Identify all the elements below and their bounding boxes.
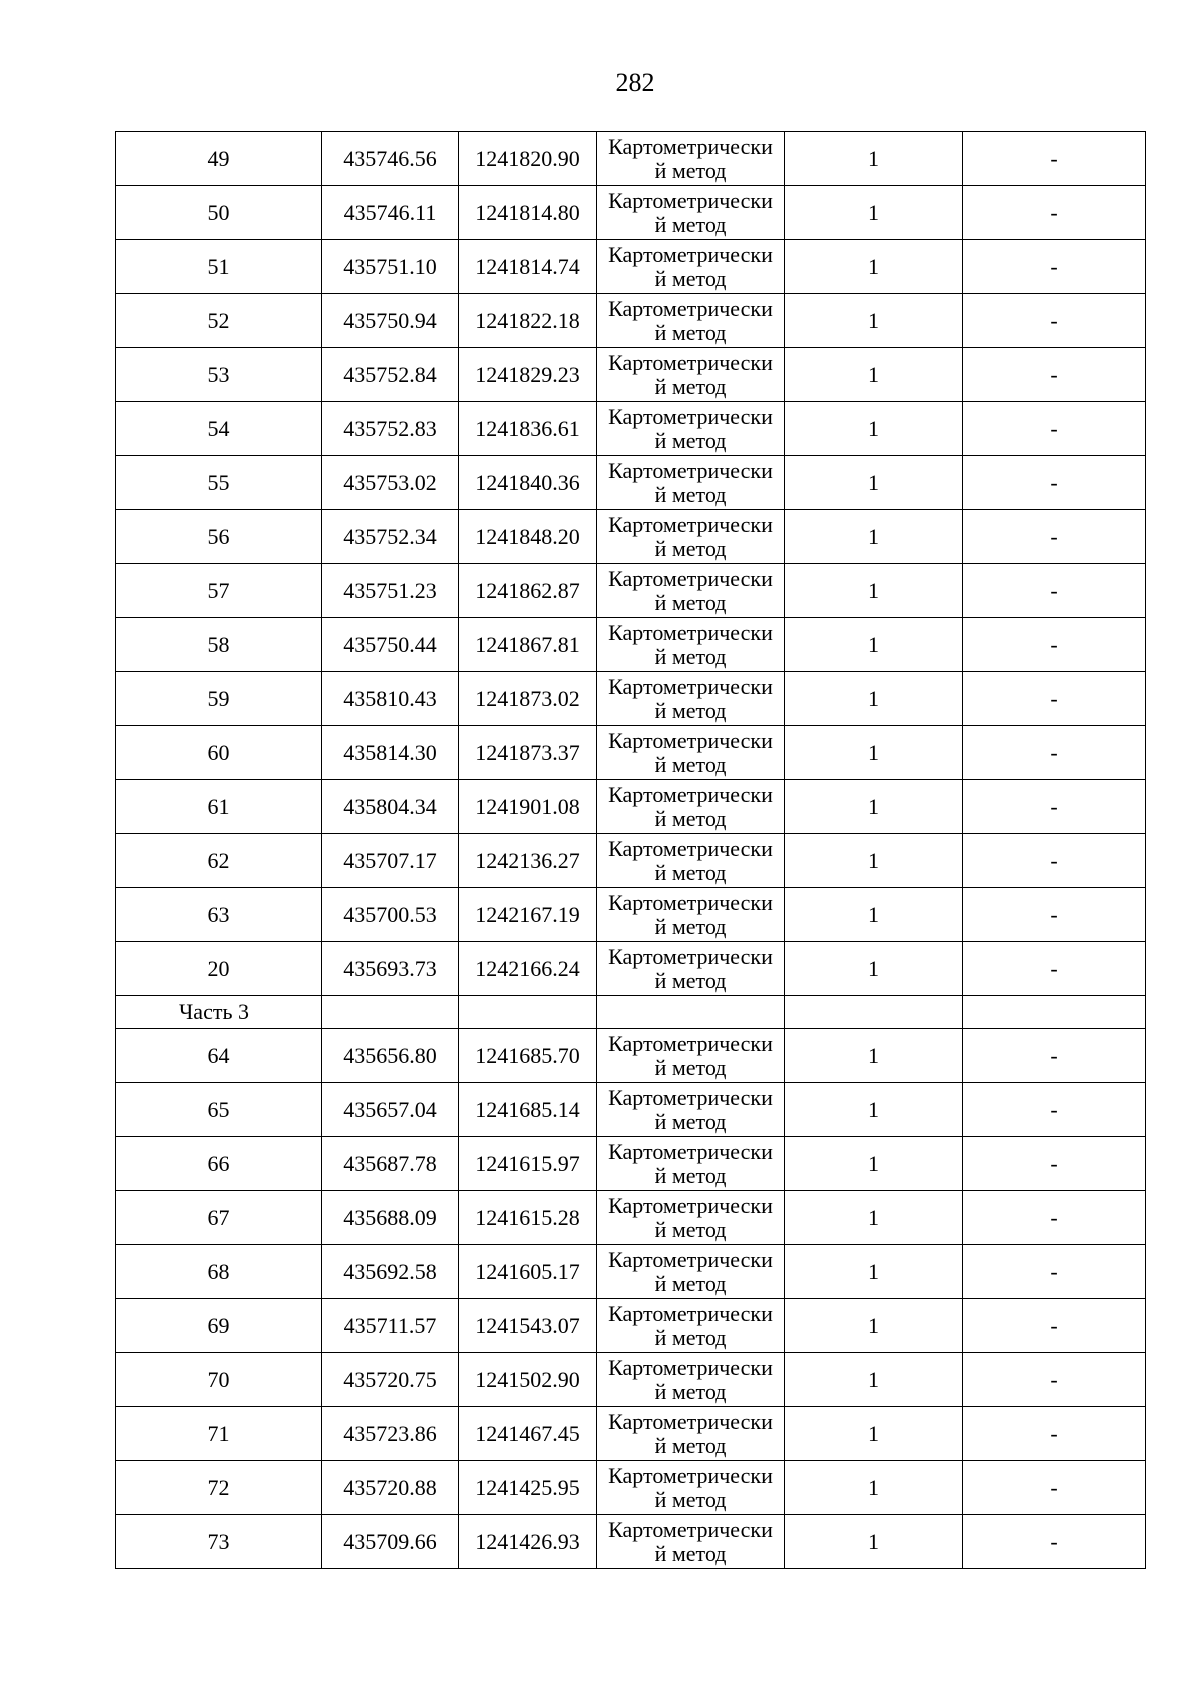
accuracy-cell: 1 — [785, 618, 963, 672]
method-text-line-2: й метод — [654, 752, 727, 777]
x-coordinate-cell: 435752.34 — [322, 510, 459, 564]
method-cell — [597, 1353, 785, 1407]
y-coordinate-cell: 1241426.93 — [459, 1515, 597, 1569]
x-coordinate-cell: 435746.11 — [322, 186, 459, 240]
accuracy-cell: 1 — [785, 672, 963, 726]
x-coordinate-cell: 435804.34 — [322, 780, 459, 834]
table-row — [116, 1353, 1146, 1407]
method-text-line-2: й метод — [654, 1433, 727, 1458]
note-cell: - — [963, 132, 1146, 186]
point-number-cell: 57 — [116, 564, 322, 618]
note-cell: - — [963, 834, 1146, 888]
method-text-line-2: й метод — [654, 1163, 727, 1188]
x-coordinate-cell: 435720.75 — [322, 1353, 459, 1407]
method-text-line-2: й метод — [654, 968, 727, 993]
method-text-line-1: Картометрически — [608, 296, 773, 321]
method-cell — [597, 726, 785, 780]
y-coordinate-cell: 1241829.23 — [459, 348, 597, 402]
point-number-cell: 63 — [116, 888, 322, 942]
method-cell — [597, 456, 785, 510]
point-number-cell: 59 — [116, 672, 322, 726]
y-coordinate-cell: 1242166.24 — [459, 942, 597, 996]
table-row — [116, 564, 1146, 618]
y-coordinate-cell: 1241615.97 — [459, 1137, 597, 1191]
note-cell: - — [963, 1191, 1146, 1245]
point-number-cell: 60 — [116, 726, 322, 780]
y-coordinate-cell: 1241840.36 — [459, 456, 597, 510]
method-text-line-2: й метод — [654, 860, 727, 885]
x-coordinate-cell: 435688.09 — [322, 1191, 459, 1245]
y-coordinate-cell: 1241543.07 — [459, 1299, 597, 1353]
point-number-cell: 51 — [116, 240, 322, 294]
section-header-row — [116, 996, 1146, 1029]
table-row — [116, 510, 1146, 564]
accuracy-cell: 1 — [785, 834, 963, 888]
method-cell — [597, 672, 785, 726]
point-number-cell: 20 — [116, 942, 322, 996]
table-row — [116, 1137, 1146, 1191]
accuracy-cell: 1 — [785, 1137, 963, 1191]
coordinates-table-body — [116, 132, 1146, 1569]
y-coordinate-cell: 1241820.90 — [459, 132, 597, 186]
method-text-line-1: Картометрически — [608, 728, 773, 753]
table-row — [116, 186, 1146, 240]
method-text-line-1: Картометрически — [608, 1085, 773, 1110]
method-text-line-1: Картометрически — [608, 890, 773, 915]
note-cell: - — [963, 294, 1146, 348]
point-number-cell: 65 — [116, 1083, 322, 1137]
method-text-line-1: Картометрически — [608, 1355, 773, 1380]
method-cell — [597, 942, 785, 996]
method-text-line-1: Картометрически — [608, 836, 773, 861]
table-row — [116, 294, 1146, 348]
method-text-line-1: Картометрически — [608, 1193, 773, 1218]
accuracy-cell: 1 — [785, 1029, 963, 1083]
x-coordinate-cell: 435720.88 — [322, 1461, 459, 1515]
table-row — [116, 672, 1146, 726]
empty-cell — [322, 996, 459, 1029]
section-title: Часть 3 — [116, 996, 322, 1029]
y-coordinate-cell: 1242136.27 — [459, 834, 597, 888]
table-row — [116, 132, 1146, 186]
method-text-line-1: Картометрически — [608, 350, 773, 375]
method-text-line-2: й метод — [654, 1379, 727, 1404]
note-cell: - — [963, 1137, 1146, 1191]
y-coordinate-cell: 1241862.87 — [459, 564, 597, 618]
note-cell: - — [963, 402, 1146, 456]
point-number-cell: 66 — [116, 1137, 322, 1191]
accuracy-cell: 1 — [785, 1083, 963, 1137]
method-cell — [597, 1029, 785, 1083]
method-cell — [597, 240, 785, 294]
method-text-line-1: Картометрически — [608, 566, 773, 591]
accuracy-cell: 1 — [785, 1191, 963, 1245]
y-coordinate-cell: 1241873.37 — [459, 726, 597, 780]
method-text-line-2: й метод — [654, 482, 727, 507]
accuracy-cell: 1 — [785, 240, 963, 294]
method-cell — [597, 1191, 785, 1245]
method-text-line-1: Картометрически — [608, 1139, 773, 1164]
x-coordinate-cell: 435723.86 — [322, 1407, 459, 1461]
method-text-line-2: й метод — [654, 1271, 727, 1296]
x-coordinate-cell: 435753.02 — [322, 456, 459, 510]
method-cell — [597, 1299, 785, 1353]
method-text-line-1: Картометрически — [608, 1031, 773, 1056]
x-coordinate-cell: 435693.73 — [322, 942, 459, 996]
x-coordinate-cell: 435700.53 — [322, 888, 459, 942]
method-cell — [597, 186, 785, 240]
method-text-line-2: й метод — [654, 644, 727, 669]
note-cell: - — [963, 456, 1146, 510]
note-cell: - — [963, 564, 1146, 618]
x-coordinate-cell: 435810.43 — [322, 672, 459, 726]
table-row — [116, 240, 1146, 294]
method-text-line-2: й метод — [654, 698, 727, 723]
y-coordinate-cell: 1241425.95 — [459, 1461, 597, 1515]
table-row — [116, 780, 1146, 834]
method-text-line-1: Картометрически — [608, 1463, 773, 1488]
method-text-line-1: Картометрически — [608, 134, 773, 159]
point-number-cell: 55 — [116, 456, 322, 510]
y-coordinate-cell: 1241615.28 — [459, 1191, 597, 1245]
note-cell: - — [963, 1461, 1146, 1515]
accuracy-cell: 1 — [785, 1353, 963, 1407]
table-row — [116, 834, 1146, 888]
accuracy-cell: 1 — [785, 942, 963, 996]
x-coordinate-cell: 435692.58 — [322, 1245, 459, 1299]
point-number-cell: 61 — [116, 780, 322, 834]
method-text-line-2: й метод — [654, 212, 727, 237]
method-text-line-1: Картометрически — [608, 1301, 773, 1326]
accuracy-cell: 1 — [785, 186, 963, 240]
method-text-line-2: й метод — [654, 158, 727, 183]
y-coordinate-cell: 1241848.20 — [459, 510, 597, 564]
point-number-cell: 67 — [116, 1191, 322, 1245]
method-text-line-1: Картометрически — [608, 1409, 773, 1434]
method-cell — [597, 834, 785, 888]
method-text-line-2: й метод — [654, 1055, 727, 1080]
note-cell: - — [963, 240, 1146, 294]
method-text-line-2: й метод — [654, 266, 727, 291]
y-coordinate-cell: 1241814.74 — [459, 240, 597, 294]
empty-cell — [597, 996, 785, 1029]
x-coordinate-cell: 435750.94 — [322, 294, 459, 348]
method-cell — [597, 1515, 785, 1569]
method-text-line-1: Картометрически — [608, 242, 773, 267]
point-number-cell: 58 — [116, 618, 322, 672]
note-cell: - — [963, 672, 1146, 726]
note-cell: - — [963, 726, 1146, 780]
table-row — [116, 1029, 1146, 1083]
empty-cell — [459, 996, 597, 1029]
method-text-line-2: й метод — [654, 1541, 727, 1566]
accuracy-cell: 1 — [785, 456, 963, 510]
method-cell — [597, 888, 785, 942]
method-text-line-2: й метод — [654, 1487, 727, 1512]
method-cell — [597, 510, 785, 564]
method-text-line-1: Картометрически — [608, 1247, 773, 1272]
note-cell: - — [963, 942, 1146, 996]
x-coordinate-cell: 435814.30 — [322, 726, 459, 780]
coordinates-table — [115, 131, 1146, 1569]
point-number-cell: 56 — [116, 510, 322, 564]
point-number-cell: 72 — [116, 1461, 322, 1515]
method-cell — [597, 1137, 785, 1191]
method-cell — [597, 1083, 785, 1137]
table-row — [116, 1407, 1146, 1461]
y-coordinate-cell: 1241685.14 — [459, 1083, 597, 1137]
point-number-cell: 64 — [116, 1029, 322, 1083]
point-number-cell: 69 — [116, 1299, 322, 1353]
note-cell: - — [963, 618, 1146, 672]
table-row — [116, 1191, 1146, 1245]
method-text-line-1: Картометрически — [608, 944, 773, 969]
method-text-line-1: Картометрически — [608, 674, 773, 699]
method-text-line-1: Картометрически — [608, 404, 773, 429]
y-coordinate-cell: 1241901.08 — [459, 780, 597, 834]
x-coordinate-cell: 435711.57 — [322, 1299, 459, 1353]
y-coordinate-cell: 1241605.17 — [459, 1245, 597, 1299]
accuracy-cell: 1 — [785, 510, 963, 564]
table-row — [116, 1245, 1146, 1299]
empty-cell — [963, 996, 1146, 1029]
note-cell: - — [963, 1353, 1146, 1407]
table-row — [116, 888, 1146, 942]
x-coordinate-cell: 435709.66 — [322, 1515, 459, 1569]
table-row — [116, 1461, 1146, 1515]
y-coordinate-cell: 1241873.02 — [459, 672, 597, 726]
x-coordinate-cell: 435657.04 — [322, 1083, 459, 1137]
accuracy-cell: 1 — [785, 888, 963, 942]
method-cell — [597, 564, 785, 618]
table-row — [116, 402, 1146, 456]
method-text-line-2: й метод — [654, 1109, 727, 1134]
y-coordinate-cell: 1241836.61 — [459, 402, 597, 456]
x-coordinate-cell: 435752.84 — [322, 348, 459, 402]
method-cell — [597, 132, 785, 186]
point-number-cell: 53 — [116, 348, 322, 402]
point-number-cell: 73 — [116, 1515, 322, 1569]
accuracy-cell: 1 — [785, 780, 963, 834]
note-cell: - — [963, 888, 1146, 942]
note-cell: - — [963, 348, 1146, 402]
y-coordinate-cell: 1241822.18 — [459, 294, 597, 348]
method-text-line-2: й метод — [654, 806, 727, 831]
note-cell: - — [963, 1407, 1146, 1461]
y-coordinate-cell: 1241867.81 — [459, 618, 597, 672]
point-number-cell: 71 — [116, 1407, 322, 1461]
note-cell: - — [963, 510, 1146, 564]
point-number-cell: 68 — [116, 1245, 322, 1299]
method-cell — [597, 1407, 785, 1461]
empty-cell — [785, 996, 963, 1029]
method-text-line-2: й метод — [654, 536, 727, 561]
table-row — [116, 726, 1146, 780]
method-cell — [597, 618, 785, 672]
y-coordinate-cell: 1242167.19 — [459, 888, 597, 942]
accuracy-cell: 1 — [785, 1461, 963, 1515]
note-cell: - — [963, 780, 1146, 834]
y-coordinate-cell: 1241814.80 — [459, 186, 597, 240]
table-row — [116, 618, 1146, 672]
method-text-line-2: й метод — [654, 1325, 727, 1350]
table-row — [116, 1083, 1146, 1137]
accuracy-cell: 1 — [785, 132, 963, 186]
method-cell — [597, 294, 785, 348]
point-number-cell: 52 — [116, 294, 322, 348]
y-coordinate-cell: 1241685.70 — [459, 1029, 597, 1083]
x-coordinate-cell: 435751.10 — [322, 240, 459, 294]
method-text-line-1: Картометрически — [608, 782, 773, 807]
accuracy-cell: 1 — [785, 1515, 963, 1569]
accuracy-cell: 1 — [785, 402, 963, 456]
accuracy-cell: 1 — [785, 564, 963, 618]
method-text-line-2: й метод — [654, 320, 727, 345]
note-cell: - — [963, 1245, 1146, 1299]
accuracy-cell: 1 — [785, 1407, 963, 1461]
point-number-cell: 54 — [116, 402, 322, 456]
method-cell — [597, 1461, 785, 1515]
method-cell — [597, 1245, 785, 1299]
x-coordinate-cell: 435751.23 — [322, 564, 459, 618]
method-cell — [597, 348, 785, 402]
x-coordinate-cell: 435707.17 — [322, 834, 459, 888]
accuracy-cell: 1 — [785, 726, 963, 780]
x-coordinate-cell: 435656.80 — [322, 1029, 459, 1083]
accuracy-cell: 1 — [785, 1245, 963, 1299]
method-text-line-1: Картометрически — [608, 458, 773, 483]
accuracy-cell: 1 — [785, 1299, 963, 1353]
accuracy-cell: 1 — [785, 294, 963, 348]
method-text-line-2: й метод — [654, 374, 727, 399]
y-coordinate-cell: 1241467.45 — [459, 1407, 597, 1461]
method-text-line-1: Картометрически — [608, 512, 773, 537]
y-coordinate-cell: 1241502.90 — [459, 1353, 597, 1407]
table-row — [116, 1299, 1146, 1353]
method-text-line-2: й метод — [654, 428, 727, 453]
accuracy-cell: 1 — [785, 348, 963, 402]
point-number-cell: 50 — [116, 186, 322, 240]
note-cell: - — [963, 186, 1146, 240]
method-text-line-1: Картометрически — [608, 620, 773, 645]
point-number-cell: 49 — [116, 132, 322, 186]
method-text-line-2: й метод — [654, 590, 727, 615]
method-text-line-1: Картометрически — [608, 188, 773, 213]
x-coordinate-cell: 435752.83 — [322, 402, 459, 456]
method-text-line-1: Картометрически — [608, 1517, 773, 1542]
method-cell — [597, 402, 785, 456]
x-coordinate-cell: 435687.78 — [322, 1137, 459, 1191]
x-coordinate-cell: 435750.44 — [322, 618, 459, 672]
x-coordinate-cell: 435746.56 — [322, 132, 459, 186]
table-row — [116, 1515, 1146, 1569]
method-cell — [597, 780, 785, 834]
note-cell: - — [963, 1299, 1146, 1353]
table-row — [116, 942, 1146, 996]
note-cell: - — [963, 1515, 1146, 1569]
point-number-cell: 62 — [116, 834, 322, 888]
method-text-line-2: й метод — [654, 1217, 727, 1242]
point-number-cell: 70 — [116, 1353, 322, 1407]
table-row — [116, 456, 1146, 510]
note-cell: - — [963, 1083, 1146, 1137]
note-cell: - — [963, 1029, 1146, 1083]
table-row — [116, 348, 1146, 402]
page-number: 282 — [615, 68, 655, 97]
method-text-line-2: й метод — [654, 914, 727, 939]
